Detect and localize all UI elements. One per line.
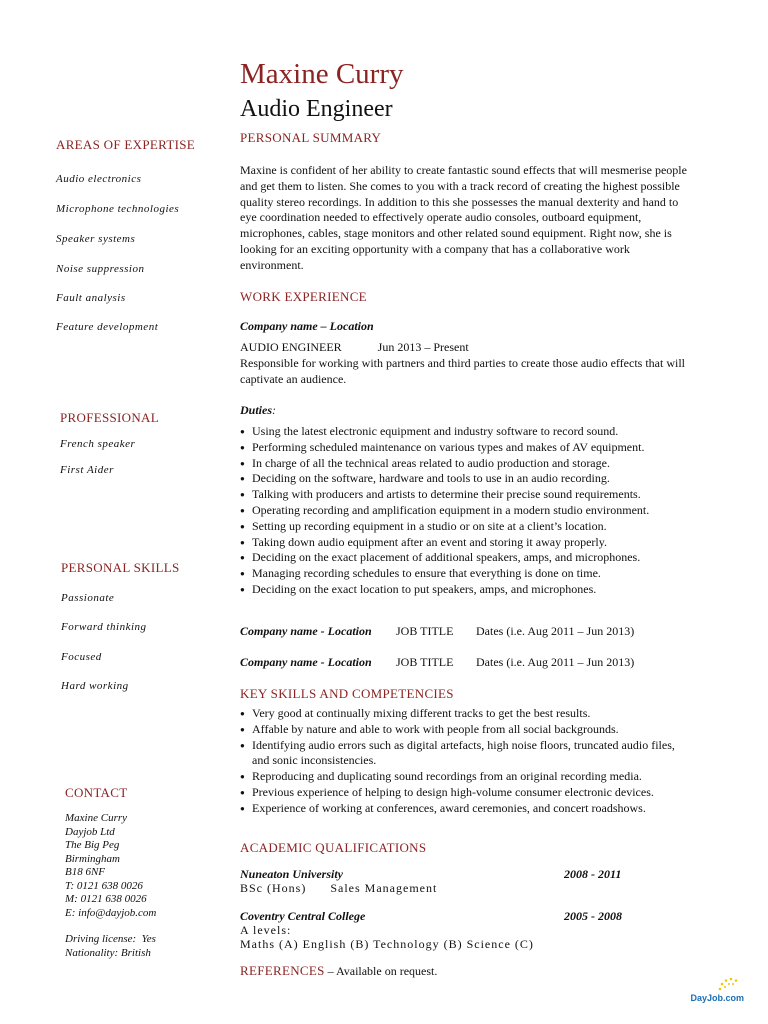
role-title: AUDIO ENGINEER (240, 340, 342, 354)
skill-item: ● Very good at continually mixing different tracks to get the best results. (240, 706, 690, 722)
professional-heading: PROFESSIONAL (60, 410, 159, 425)
previous-job-title: JOB TITLE (396, 624, 454, 638)
references-heading: REFERENCES (240, 963, 325, 978)
logo-text: DayJob.com (690, 993, 744, 1003)
summary-text: Maxine is confident of her ability to create fantastic sound effects that will mesmerise people and get them to listen. She comes to you with a track record of creating the highest possible quality stereo recordings. In addition to this she possesses the manual dexterity and hand to eye coordination needed to effectively operate audio consoles, outboard equipment, microphones, cables, stage monitors and other related sound equipment. Right now, she is looking for an exciting opportunity with a company that has a collaborative work environment. (240, 163, 687, 272)
driving-license: Driving license: Yes (65, 933, 156, 945)
contact-line: The Big Peg (65, 839, 120, 851)
duty-item: ● Talking with producers and artists to determine their precise sound requirements. (240, 487, 710, 503)
degree: BSc (Hons) (240, 881, 307, 895)
previous-job-company: Company name - Location (240, 624, 372, 638)
duty-item: ● In charge of all the technical areas related to audio production and storage. (240, 456, 710, 472)
contact-heading: CONTACT (65, 785, 128, 800)
dayjob-logo (654, 977, 744, 1007)
duty-item: ● Deciding on the exact placement of additional speakers, amps, and microphones. (240, 550, 710, 566)
skill-item: ● Experience of working at conferences, award ceremonies, and concert roadshows. (240, 801, 690, 817)
expertise-item: Noise suppression (56, 263, 145, 275)
previous-job-dates: Dates (i.e. Aug 2011 – Jun 2013) (476, 624, 635, 638)
expertise-item: Microphone technologies (56, 203, 180, 215)
duty-item: ● Deciding on the exact location to put speakers, amps, and microphones. (240, 582, 710, 598)
previous-job-title: JOB TITLE (396, 655, 454, 669)
personal-skill-item: Passionate (61, 592, 115, 604)
expertise-item: Audio electronics (56, 173, 142, 185)
duties-label: Duties (240, 403, 273, 417)
duty-item: ● Taking down audio equipment after an event and storing it away properly. (240, 535, 710, 551)
role-description: Responsible for working with partners and third parties to create those audio effects that will captivate an audience. (240, 356, 685, 386)
degree-line (240, 881, 437, 897)
sun-rays-icon (716, 977, 740, 993)
skill-item: ● Reproducing and duplicating sound recordings from an original recording media. (240, 769, 690, 785)
duties-label-line (240, 403, 276, 419)
duty-item: ● Managing recording schedules to ensure that everything is done on time. (240, 566, 710, 582)
duty-item: ● Using the latest electronic equipment and industry software to record sound. (240, 424, 710, 440)
contact-email: E: info@dayjob.com (65, 906, 157, 919)
professional-item: First Aider (60, 464, 114, 476)
duties-list (240, 424, 710, 598)
a-levels-subjects: Maths (A) English (B) Technology (B) Science (C) (240, 937, 534, 951)
nationality: Nationality: British (65, 946, 151, 959)
duty-item: ● Operating recording and amplification equipment in a modern studio environment. (240, 503, 710, 519)
summary-heading: PERSONAL SUMMARY (240, 130, 382, 145)
contact-line: B18 6NF (65, 866, 106, 878)
previous-job-dates: Dates (i.e. Aug 2011 – Jun 2013) (476, 655, 635, 669)
role-dates: Jun 2013 – Present (377, 340, 469, 354)
expertise-item: Feature development (56, 321, 159, 333)
skill-item: ● Previous experience of helping to design high-volume consumer electronic devices. (240, 785, 690, 801)
previous-job-company: Company name - Location (240, 655, 372, 669)
key-skills-heading: KEY SKILLS AND COMPETENCIES (240, 686, 454, 701)
duties-colon: : (272, 403, 277, 417)
school-years: 2008 - 2011 (564, 867, 622, 881)
candidate-name: Maxine Curry (240, 58, 404, 90)
previous-job (240, 655, 634, 670)
degree-subject: Sales Management (330, 881, 438, 895)
school-name: Coventry Central College (240, 909, 366, 923)
personal-skills-heading: PERSONAL SKILLS (61, 560, 180, 575)
references-line (240, 963, 437, 980)
duty-item: ● Performing scheduled maintenance on various types and makes of AV equipment. (240, 440, 710, 456)
school-years: 2005 - 2008 (564, 909, 622, 923)
references-text: – Available on request. (324, 964, 438, 978)
personal-skill-item: Focused (61, 651, 102, 663)
contact-line: Dayjob Ltd (65, 825, 115, 838)
contact-line: Maxine Curry (65, 812, 128, 824)
key-skills-list (240, 706, 690, 817)
personal-skill-item: Forward thinking (61, 621, 147, 633)
contact-line: Birmingham (65, 852, 120, 865)
work-heading: WORK EXPERIENCE (240, 289, 367, 304)
academic-heading: ACADEMIC QUALIFICATIONS (240, 840, 427, 855)
expertise-heading: AREAS OF EXPERTISE (56, 137, 195, 152)
skill-item: ● Affable by nature and able to work with people from all social backgrounds. (240, 722, 690, 738)
role-line (240, 340, 469, 356)
school-name: Nuneaton University (240, 867, 344, 881)
contact-phone: T: 0121 638 0026 (65, 879, 143, 892)
duty-item: ● Deciding on the software, hardware and tools to use in an audio recording. (240, 471, 710, 487)
skill-item: ● Identifying audio errors such as digital artefacts, high noise floors, truncated audio files, and sonic inconsistencies. (240, 738, 690, 770)
professional-item: French speaker (60, 438, 136, 450)
contact-mobile: M: 0121 638 0026 (65, 893, 147, 905)
expertise-item: Speaker systems (56, 233, 136, 245)
duty-item: ● Setting up recording equipment in a studio or on site at a client’s location. (240, 519, 710, 535)
contact-details (65, 812, 156, 960)
expertise-item: Fault analysis (56, 292, 126, 304)
company-location: Company name – Location (240, 319, 374, 333)
job-title: Audio Engineer (240, 96, 393, 122)
previous-job (240, 624, 634, 639)
personal-skill-item: Hard working (61, 680, 129, 692)
a-levels-label: A levels: (240, 923, 292, 937)
